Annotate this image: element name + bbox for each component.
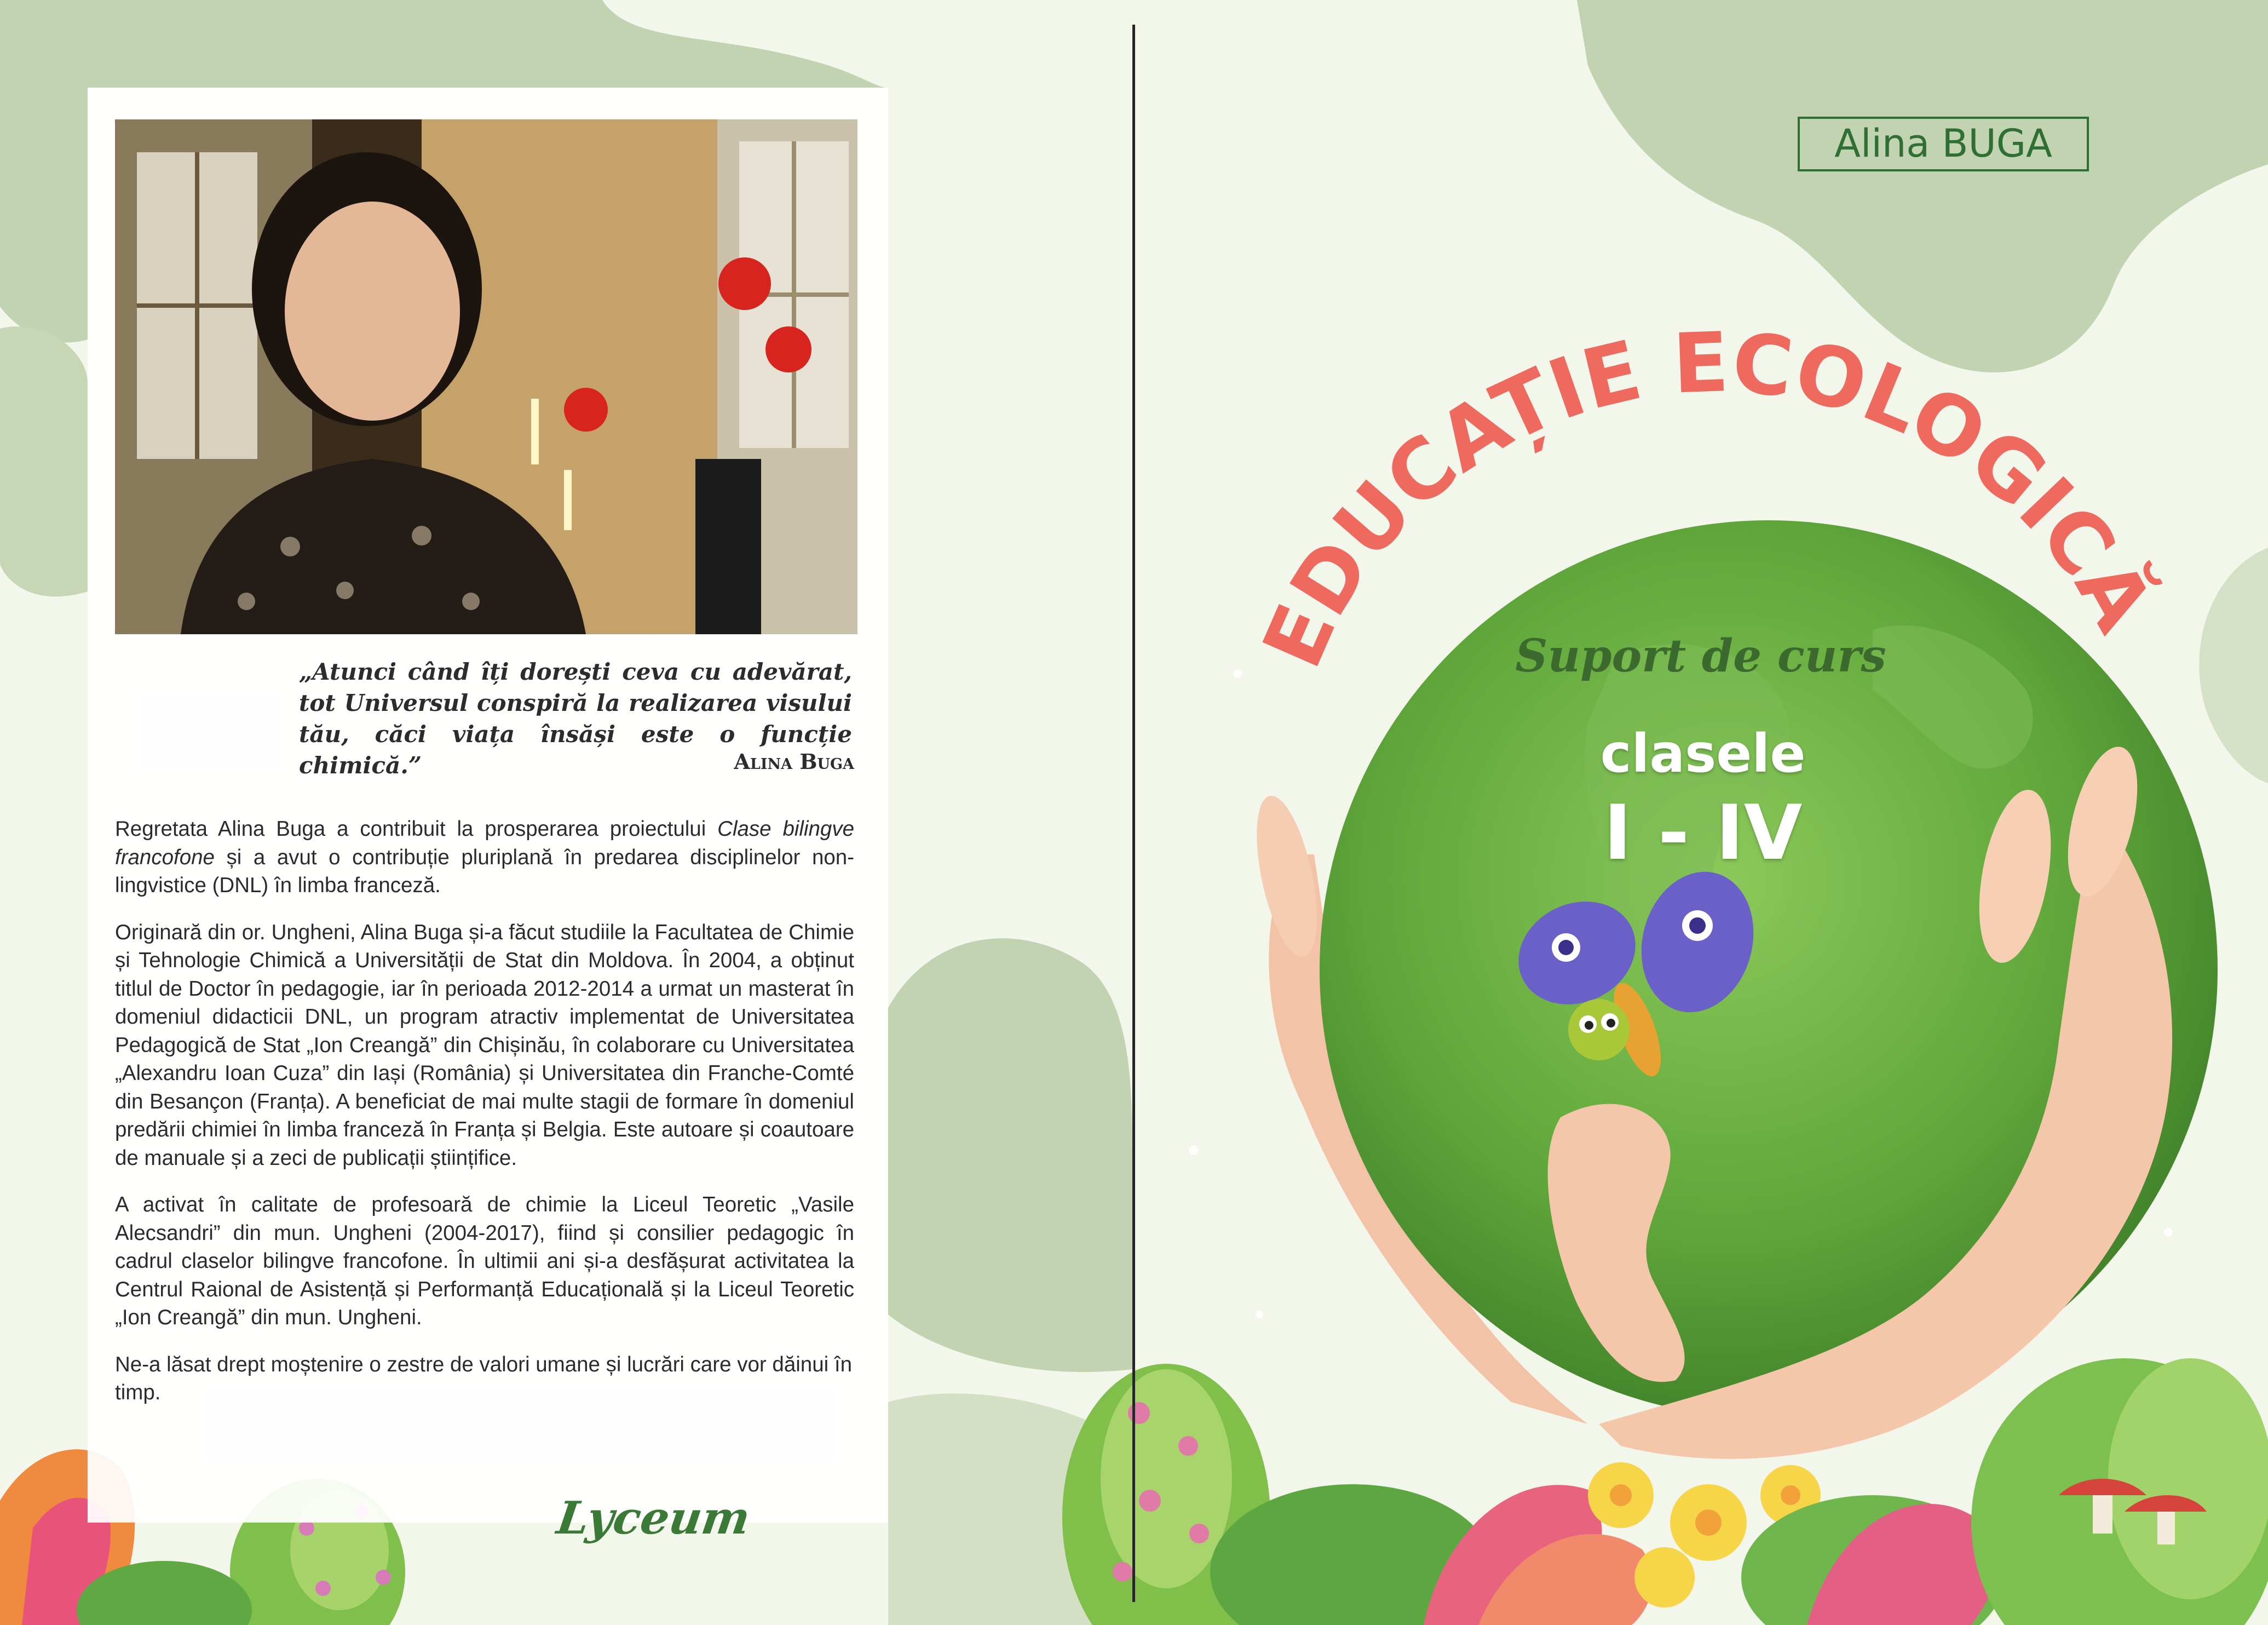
author-quote: „Atunci când îți dorești ceva cu adevărat, tot Universul conspiră la realizarea visului tău, căci viața însăși este o funcție chimică.” <box>299 658 852 779</box>
book-subtitle: Suport de curs <box>1515 630 1886 682</box>
quote-author: Alina Buga <box>734 749 854 774</box>
back-right-blob <box>888 938 1132 1372</box>
book-title: EDUCAȚIE ECOLOGICĂ <box>1245 315 2171 681</box>
back-left-blob <box>0 326 88 596</box>
bio-paragraph: Regretata Alina Buga a contribuit la prosperarea proiectului Clase bilingve francofone și a avut o contribuție pluriplană în predarea disciplinelor non-lingvistice (DNL) în limba franceză. <box>115 817 855 897</box>
publisher-logo: Lyceum <box>554 1492 753 1544</box>
bio-paragraph: Ne-a lăsat drept moștenire o zestre de valori umane și lucrări care vor dăinui în timp. <box>115 1352 852 1404</box>
grade-range: I - IV <box>1603 789 1803 877</box>
author-photo <box>115 119 857 634</box>
bio-paragraph: Originară din or. Ungheni, Alina Buga și-a făcut studiile la Facultatea de Chimie și Tehnologie Chimică a Universității de Stat din Moldova. În 2004, a obținut titlul de Doctor în pedagogie, iar în perioada 2012-2014 a urmat un masterat în domeniul didacticii DNL, un program atractiv implementat de Universitatea Pedagogică de Stat „Ion Creangă” din Chișinău, în colaborare cu Universitatea „Alexandru Ioan Cuza” din Iași (România) și Universitatea din Franche-Comté din Besançon (Franța). A beneficiat de mai multe stagii de formare în domeniul predării chimiei în limba franceză în Franța și Belgia. Este autoare și coautoare de manuale și a zeci de publicații științifice. <box>115 920 854 1170</box>
grade-label: clasele <box>1600 723 1806 784</box>
author-biography <box>115 815 854 1426</box>
front-author-name: Alina BUGA <box>1798 117 2089 171</box>
bio-paragraph: A activat în calitate de profesoară de chimie la Liceul Teoretic „Vasile Alecsandri” din mun. Ungheni (2004-2017), fiind și consilier pedagogic în cadrul claselor bilingve francofone. În ultimii ani și-a desfășurat activitatea la Centrul Raional de Asistență și Performanță Educațională și la Liceul Teoretic „Ion Creangă” din mun. Ungheni. <box>115 1193 854 1329</box>
